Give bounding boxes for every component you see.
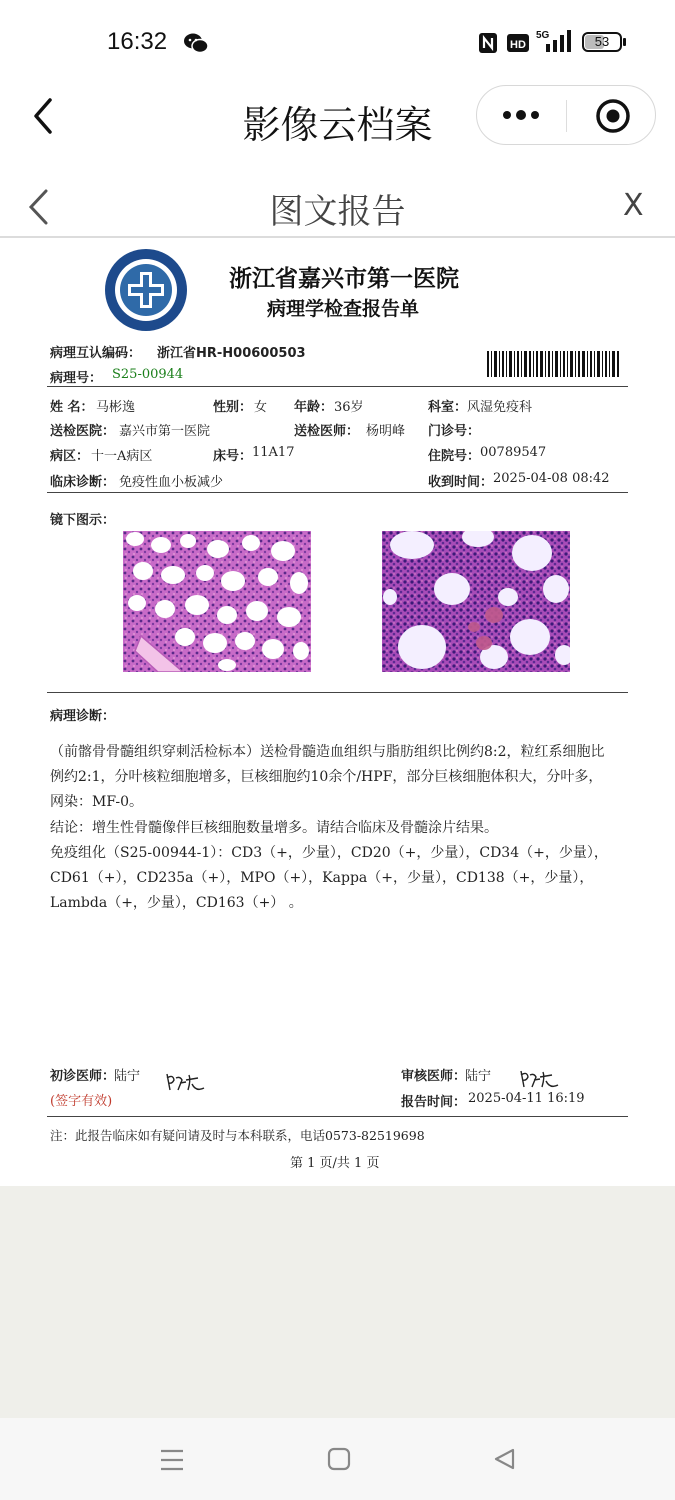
system-nav-bar (0, 1418, 675, 1500)
menu-nav-icon[interactable] (159, 1448, 185, 1472)
pathology-no-value: S25-00944 (112, 367, 184, 382)
report-title: 病理学检查报告单 (267, 298, 420, 320)
signature-valid-note: (签字有效) (50, 1094, 113, 1109)
divider (47, 692, 628, 693)
send-hospital-label: 送检医院： (50, 424, 116, 439)
back-nav-icon[interactable] (492, 1447, 516, 1471)
report-time-value: 2025-04-11 16:19 (468, 1091, 585, 1106)
pathology-dx-label: 病理诊断： (50, 709, 116, 724)
hospital-name: 浙江省嘉兴市第一医院 (229, 266, 459, 292)
ward-label: 病区： (50, 449, 90, 464)
send-hospital-value: 嘉兴市第一医院 (119, 424, 211, 439)
svg-text:HD: HD (510, 39, 526, 51)
clinical-dx-value: 免疫性血小板减少 (119, 475, 224, 490)
pathology-report (0, 238, 675, 1186)
mutual-code-value: 浙江省HR-H00600503 (157, 346, 306, 361)
report-time-label: 报告时间： (401, 1095, 467, 1110)
gender-value: 女 (254, 400, 268, 415)
microscopy-image-2[interactable] (382, 531, 570, 672)
received-label: 收到时间： (428, 475, 494, 490)
name-value: 马彬逸 (96, 400, 136, 415)
contact-note: 注：此报告临床如有疑问请及时与本科联系，电话0573-82519698 (50, 1128, 425, 1143)
inpatient-value: 00789547 (480, 445, 547, 460)
send-doctor-label: 送检医师： (294, 424, 360, 439)
hd-icon (507, 34, 529, 52)
ward-value: 十一A病区 (91, 449, 153, 464)
divider (47, 386, 628, 387)
micro-label: 镜下图示： (50, 513, 116, 528)
mini-program-capsule (476, 85, 656, 145)
home-nav-icon[interactable] (327, 1447, 351, 1471)
close-miniprogram-icon[interactable] (595, 98, 631, 134)
network-label: 5G (536, 30, 550, 41)
inpatient-label: 住院号： (428, 449, 481, 464)
report-close-button[interactable]: X (623, 188, 644, 223)
status-time: 16:32 (107, 28, 168, 55)
battery-level: 53 (594, 34, 610, 49)
clinical-dx-label: 临床诊断： (50, 475, 116, 490)
dept-label: 科室： (428, 400, 468, 415)
review-doctor-signature (518, 1065, 560, 1091)
more-icon[interactable] (501, 108, 541, 122)
hospital-logo (104, 248, 188, 332)
page-indicator: 第 1 页/共 1 页 (290, 1156, 380, 1171)
send-doctor-value: 杨明峰 (366, 424, 406, 439)
mutual-code-label: 病理互认编码： (50, 346, 142, 361)
diagnosis-conclusion: 结论：增生性骨髓像伴巨核细胞数量增多。请结合临床及骨髓涂片结果。 (50, 820, 498, 836)
bed-value: 11A17 (252, 445, 295, 460)
age-value: 36岁 (334, 400, 364, 415)
review-doctor-value: 陆宁 (465, 1069, 492, 1084)
pathology-no-label: 病理号： (50, 371, 103, 386)
battery-tip (623, 38, 626, 46)
name-label: 姓 名： (50, 400, 94, 415)
report-view-title: 图文报告 (269, 192, 406, 232)
capsule-divider (566, 100, 567, 132)
divider (47, 1116, 628, 1117)
first-doctor-signature (164, 1068, 206, 1094)
bed-label: 床号： (213, 449, 253, 464)
nfc-icon (478, 32, 498, 54)
diagnosis-paragraph-1: （前髂骨骨髓组织穿刺活检标本）送检骨髓造血组织与脂肪组织比例约8:2，粒红系细胞比例约2:1，分叶核粒细胞增多，巨核细胞约10余个/HPF，部分巨核细胞体积大，分叶多，网染：MF-0。 (50, 744, 605, 810)
first-doctor-value: 陆宁 (114, 1069, 141, 1084)
wechat-icon (184, 32, 208, 54)
microscopy-image-1[interactable] (123, 531, 311, 672)
first-doctor-label: 初诊医师： (50, 1069, 116, 1084)
age-label: 年龄： (294, 400, 334, 415)
battery-icon (582, 32, 622, 52)
page-title: 影像云档案 (242, 103, 433, 147)
divider (47, 492, 628, 493)
immunohistochemistry: 免疫组化（S25-00944-1）：CD3（+，少量），CD20（+，少量），CD34（+，少量），CD61（+），CD235a（+），MPO（+），Kappa（+，少量），CD138（+，少量），Lambda（+，少量），CD163（+） 。 (50, 845, 608, 911)
dept-value: 风湿免疫科 (467, 400, 533, 415)
barcode (487, 351, 619, 377)
review-doctor-label: 审核医师： (401, 1069, 467, 1084)
received-value: 2025-04-08 08:42 (493, 471, 610, 486)
clinic-no-label: 门诊号： (428, 424, 481, 439)
gender-label: 性别： (213, 400, 253, 415)
signal-5g-icon (534, 28, 574, 54)
